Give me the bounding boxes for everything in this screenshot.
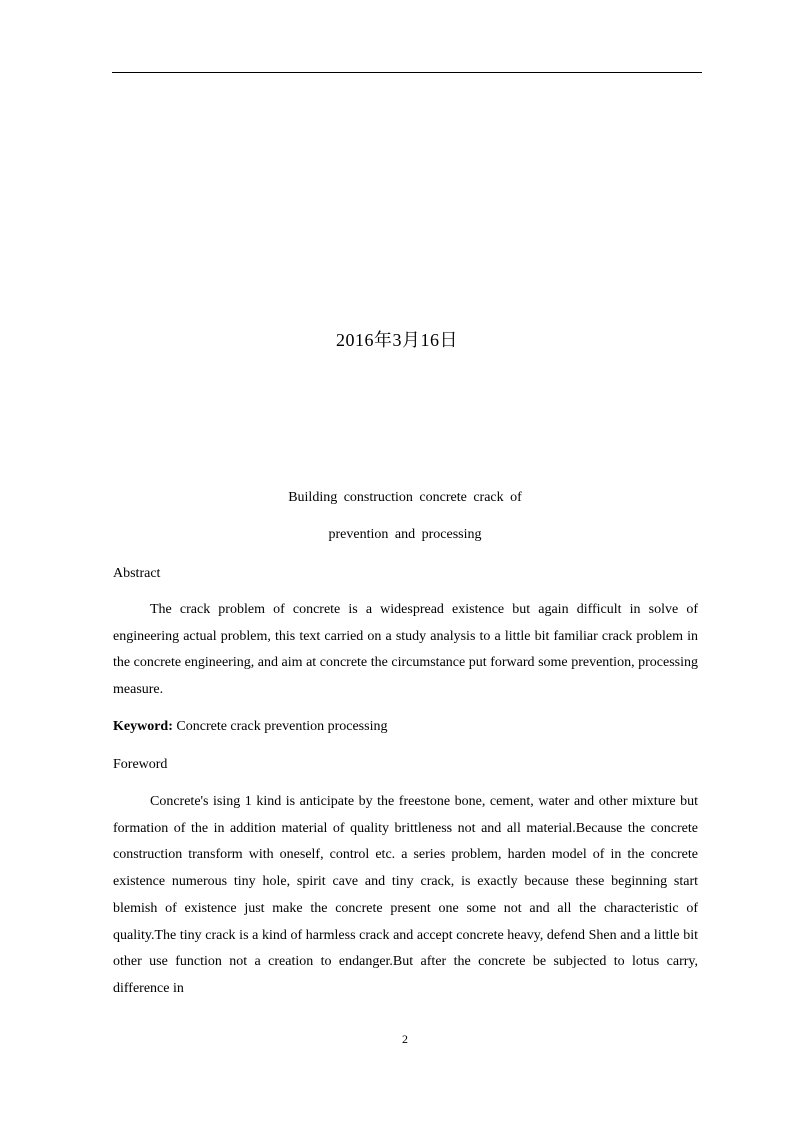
keyword-label: Keyword: bbox=[113, 719, 173, 734]
keyword-text: Concrete crack prevention processing bbox=[172, 719, 388, 734]
abstract-paragraph: The crack problem of concrete is a widespread existence but again difficult in solve of engineering actual problem, this text carried on a study analysis to a little bit familiar crack problem in the concrete engineering, and aim at concrete the circumstance put forward some prevention, processing measure. bbox=[113, 602, 698, 698]
document-date: 2016年3月16日 bbox=[336, 330, 458, 350]
paper-title-line-1: Building construction concrete crack of bbox=[288, 490, 522, 505]
paper-title-line-2: prevention and processing bbox=[328, 527, 482, 542]
header-rule bbox=[112, 72, 702, 73]
foreword-heading: Foreword bbox=[113, 757, 168, 772]
foreword-paragraph: Concrete's ising 1 kind is anticipate by the freestone bone, cement, water and other mixture but formation of the in addition material of quality brittleness not and all material.Because the concrete construction transform with oneself, control etc. a series problem, harden model of in the concrete existence numerous tiny hole, spirit cave and tiny crack, is exactly because these beginning start blemish of existence just make the concrete present one some not and all the characteristic of quality.The tiny crack is a kind of harmless crack and accept concrete heavy, defend Shen and a little bit other use function not a creation to endanger.But after the concrete be subjected to lotus carry, difference in bbox=[113, 794, 698, 996]
keyword-line bbox=[113, 719, 387, 735]
abstract-heading: Abstract bbox=[113, 566, 161, 581]
page-number: 2 bbox=[402, 1032, 408, 1046]
